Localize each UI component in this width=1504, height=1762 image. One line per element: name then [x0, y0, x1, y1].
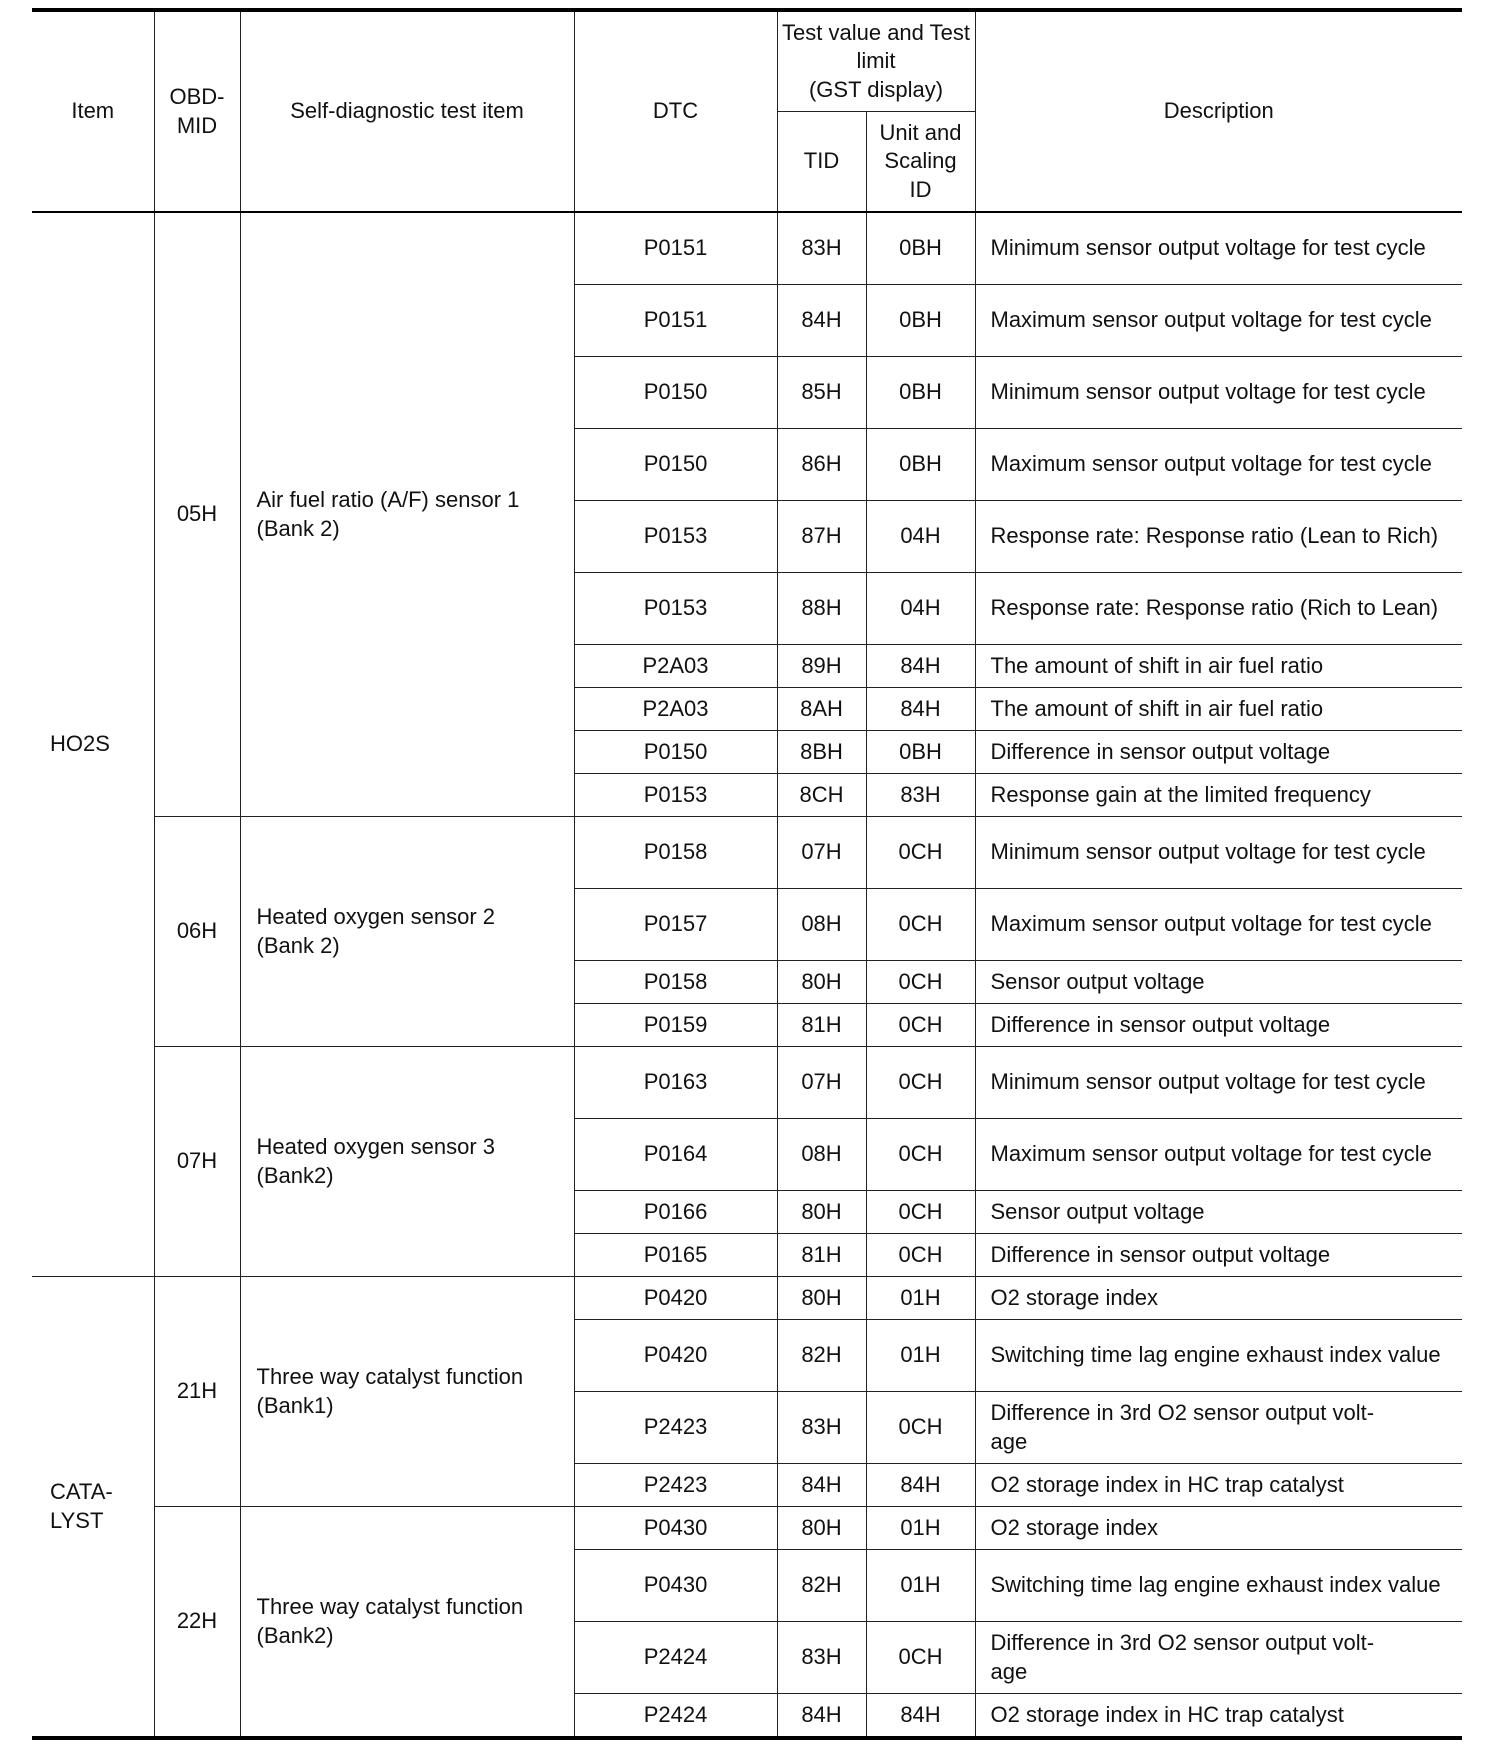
dtc-cell: P2A03: [574, 688, 777, 731]
unit-scaling-cell: 0BH: [866, 357, 975, 429]
description-cell: Minimum sensor output voltage for test cycle: [975, 1047, 1462, 1119]
dtc-cell: P0153: [574, 573, 777, 645]
dtc-cell: P2A03: [574, 645, 777, 688]
tid-cell: 80H: [777, 1277, 866, 1320]
unit-scaling-cell: 04H: [866, 573, 975, 645]
obd-mid-cell: 06H: [154, 817, 240, 1047]
description-cell: Response rate: Response ratio (Rich to Lean): [975, 573, 1462, 645]
tid-cell: 88H: [777, 573, 866, 645]
description-cell: Switching time lag engine exhaust index value: [975, 1550, 1462, 1622]
dtc-cell: P0158: [574, 817, 777, 889]
tid-cell: 89H: [777, 645, 866, 688]
dtc-cell: P2424: [574, 1694, 777, 1739]
dtc-cell: P0420: [574, 1320, 777, 1392]
description-cell: Maximum sensor output voltage for test cycle: [975, 285, 1462, 357]
tid-cell: 87H: [777, 501, 866, 573]
description-cell: Difference in sensor output voltage: [975, 1234, 1462, 1277]
tid-cell: 07H: [777, 817, 866, 889]
description-cell: Sensor output voltage: [975, 961, 1462, 1004]
tid-cell: 86H: [777, 429, 866, 501]
unit-scaling-cell: 0CH: [866, 1047, 975, 1119]
unit-scaling-cell: 0CH: [866, 1119, 975, 1191]
dtc-cell: P0163: [574, 1047, 777, 1119]
dtc-cell: P2423: [574, 1464, 777, 1507]
test-item-cell: Three way catalyst function (Bank1): [240, 1277, 574, 1507]
unit-scaling-cell: 0CH: [866, 961, 975, 1004]
tid-cell: 80H: [777, 1507, 866, 1550]
unit-scaling-cell: 0CH: [866, 1191, 975, 1234]
test-item-cell: Air fuel ratio (A/F) sensor 1 (Bank 2): [240, 212, 574, 817]
unit-scaling-cell: 0CH: [866, 817, 975, 889]
tid-cell: 81H: [777, 1234, 866, 1277]
dtc-cell: P0151: [574, 285, 777, 357]
tid-cell: 85H: [777, 357, 866, 429]
description-cell: Response gain at the limited frequency: [975, 774, 1462, 817]
table-row: [32, 1277, 1462, 1320]
unit-scaling-cell: 0BH: [866, 731, 975, 774]
unit-scaling-cell: 83H: [866, 774, 975, 817]
description-cell: Minimum sensor output voltage for test cycle: [975, 212, 1462, 285]
dtc-cell: P0157: [574, 889, 777, 961]
dtc-cell: P2423: [574, 1392, 777, 1464]
description-cell: Sensor output voltage: [975, 1191, 1462, 1234]
unit-scaling-cell: 84H: [866, 688, 975, 731]
description-cell: Maximum sensor output voltage for test cycle: [975, 1119, 1462, 1191]
unit-scaling-cell: 0CH: [866, 1234, 975, 1277]
test-item-cell: Heated oxygen sensor 3 (Bank2): [240, 1047, 574, 1277]
table-row: [32, 1047, 1462, 1119]
unit-scaling-cell: 0CH: [866, 1004, 975, 1047]
dtc-cell: P0153: [574, 501, 777, 573]
unit-scaling-cell: 84H: [866, 645, 975, 688]
description-cell: Difference in 3rd O2 sensor output volt- age: [975, 1622, 1462, 1694]
description-cell: Difference in 3rd O2 sensor output volt- age: [975, 1392, 1462, 1464]
tid-cell: 08H: [777, 889, 866, 961]
tid-cell: 8BH: [777, 731, 866, 774]
description-cell: Response rate: Response ratio (Lean to Rich): [975, 501, 1462, 573]
header-tid: TID: [777, 112, 866, 213]
dtc-cell: P0165: [574, 1234, 777, 1277]
header-description: Description: [975, 10, 1462, 212]
item-cell: HO2S: [32, 212, 154, 1277]
tid-cell: 07H: [777, 1047, 866, 1119]
table-row: [32, 817, 1462, 889]
dtc-cell: P0150: [574, 357, 777, 429]
description-cell: Difference in sensor output voltage: [975, 1004, 1462, 1047]
table-header: [32, 10, 1462, 212]
header-test-item: Self-diagnostic test item: [240, 10, 574, 212]
dtc-cell: P0158: [574, 961, 777, 1004]
description-cell: O2 storage index: [975, 1277, 1462, 1320]
dtc-cell: P0151: [574, 212, 777, 285]
description-cell: Minimum sensor output voltage for test cycle: [975, 817, 1462, 889]
header-item: Item: [32, 10, 154, 212]
unit-scaling-cell: 01H: [866, 1320, 975, 1392]
description-cell: The amount of shift in air fuel ratio: [975, 645, 1462, 688]
unit-scaling-cell: 0CH: [866, 1392, 975, 1464]
tid-cell: 84H: [777, 285, 866, 357]
dtc-cell: P0153: [574, 774, 777, 817]
dtc-cell: P0159: [574, 1004, 777, 1047]
header-test-value-group: Test value and Test limit (GST display): [777, 10, 975, 112]
tid-cell: 8CH: [777, 774, 866, 817]
unit-scaling-cell: 0CH: [866, 1622, 975, 1694]
test-item-cell: Heated oxygen sensor 2 (Bank 2): [240, 817, 574, 1047]
tid-cell: 82H: [777, 1550, 866, 1622]
obd-mid-cell: 21H: [154, 1277, 240, 1507]
table-row: [32, 1507, 1462, 1550]
dtc-cell: P0430: [574, 1507, 777, 1550]
dtc-cell: P0420: [574, 1277, 777, 1320]
unit-scaling-cell: 84H: [866, 1464, 975, 1507]
unit-scaling-cell: 0CH: [866, 889, 975, 961]
table-row: [32, 212, 1462, 285]
tid-cell: 81H: [777, 1004, 866, 1047]
unit-scaling-cell: 84H: [866, 1694, 975, 1739]
unit-scaling-cell: 0BH: [866, 212, 975, 285]
unit-scaling-cell: 0BH: [866, 285, 975, 357]
description-cell: Minimum sensor output voltage for test cycle: [975, 357, 1462, 429]
description-cell: Switching time lag engine exhaust index value: [975, 1320, 1462, 1392]
dtc-cell: P0150: [574, 731, 777, 774]
dtc-cell: P0164: [574, 1119, 777, 1191]
tid-cell: 83H: [777, 1392, 866, 1464]
description-cell: Maximum sensor output voltage for test cycle: [975, 889, 1462, 961]
dtc-cell: P0166: [574, 1191, 777, 1234]
description-cell: Difference in sensor output voltage: [975, 731, 1462, 774]
dtc-cell: P2424: [574, 1622, 777, 1694]
dtc-cell: P0430: [574, 1550, 777, 1622]
unit-scaling-cell: 04H: [866, 501, 975, 573]
dtc-cell: P0150: [574, 429, 777, 501]
test-item-cell: Three way catalyst function (Bank2): [240, 1507, 574, 1739]
description-cell: Maximum sensor output voltage for test cycle: [975, 429, 1462, 501]
header-obd-mid: OBD- MID: [154, 10, 240, 212]
table-body: [32, 212, 1462, 1738]
unit-scaling-cell: 0BH: [866, 429, 975, 501]
unit-scaling-cell: 01H: [866, 1277, 975, 1320]
description-cell: O2 storage index: [975, 1507, 1462, 1550]
tid-cell: 84H: [777, 1694, 866, 1739]
item-cell: CATA- LYST: [32, 1277, 154, 1739]
tid-cell: 84H: [777, 1464, 866, 1507]
unit-scaling-cell: 01H: [866, 1550, 975, 1622]
unit-scaling-cell: 01H: [866, 1507, 975, 1550]
description-cell: The amount of shift in air fuel ratio: [975, 688, 1462, 731]
description-cell: O2 storage index in HC trap catalyst: [975, 1694, 1462, 1739]
tid-cell: 83H: [777, 1622, 866, 1694]
obd-mid-cell: 07H: [154, 1047, 240, 1277]
tid-cell: 80H: [777, 1191, 866, 1234]
tid-cell: 8AH: [777, 688, 866, 731]
obd-mid-cell: 22H: [154, 1507, 240, 1739]
tid-cell: 83H: [777, 212, 866, 285]
obd-mid-cell: 05H: [154, 212, 240, 817]
header-dtc: DTC: [574, 10, 777, 212]
tid-cell: 82H: [777, 1320, 866, 1392]
tid-cell: 08H: [777, 1119, 866, 1191]
obd-test-table: [32, 8, 1462, 1740]
description-cell: O2 storage index in HC trap catalyst: [975, 1464, 1462, 1507]
obd-test-table-container: [32, 8, 1462, 1740]
tid-cell: 80H: [777, 961, 866, 1004]
header-unit-scaling: Unit and Scaling ID: [866, 112, 975, 213]
